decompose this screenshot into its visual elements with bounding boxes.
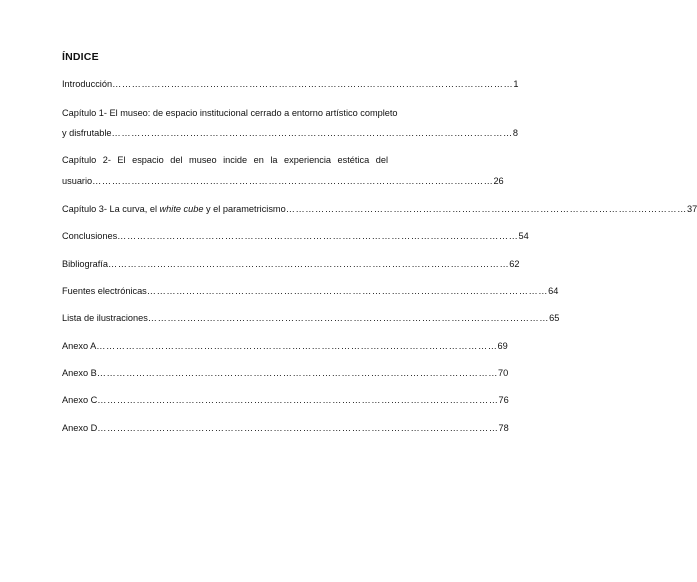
toc-leader-dots: …………………………………………………………………………………………………………… bbox=[111, 128, 513, 138]
toc-page-number: 69 bbox=[497, 341, 508, 351]
toc-leader-dots: …………………………………………………………………………………………………………… bbox=[97, 395, 499, 405]
toc-entry-anexo-d bbox=[62, 422, 509, 434]
toc-entry-anexo-a bbox=[62, 340, 508, 352]
toc-leader-dots: …………………………………………………………………………………………………………… bbox=[147, 313, 550, 323]
toc-entry-anexo-b bbox=[62, 367, 509, 379]
toc-entry-title: Introducción bbox=[62, 79, 113, 89]
toc-entry-title: Bibliografía bbox=[62, 259, 108, 269]
toc-leader-dots: …………………………………………………………………………………………………………… bbox=[96, 368, 499, 378]
toc-entry-title: Anexo D bbox=[62, 423, 98, 433]
toc-leader-dots: …………………………………………………………………………………………………………… bbox=[146, 286, 549, 296]
toc-entry-title-italic: white cube bbox=[159, 204, 204, 214]
toc-entry-title-part: Capítulo 3- La curva, el bbox=[62, 204, 160, 214]
toc-entry-fuentes bbox=[62, 285, 559, 297]
toc-entry-cap1 bbox=[62, 127, 518, 139]
toc-entry-title: Fuentes electrónicas bbox=[62, 286, 147, 296]
toc-leader-dots: …………………………………………………………………………………………………………… bbox=[112, 79, 514, 89]
toc-entry-title: y disfrutable bbox=[62, 128, 112, 138]
toc-page-number: 65 bbox=[549, 313, 560, 323]
toc-leader-dots: …………………………………………………………………………………………………………… bbox=[96, 341, 498, 351]
toc-page-number: 8 bbox=[512, 128, 518, 138]
toc-leader-dots: …………………………………………………………………………………………………………… bbox=[117, 231, 519, 241]
toc-page-number: 26 bbox=[493, 176, 504, 186]
toc-page-number: 37 bbox=[686, 204, 697, 214]
toc-entry-title: Conclusiones bbox=[62, 231, 118, 241]
toc-entry-cap1-line1: Capítulo 1- El museo: de espacio institucional cerrado a entorno artístico completo bbox=[62, 108, 398, 118]
toc-page-number: 64 bbox=[548, 286, 559, 296]
toc-leader-dots: …………………………………………………………………………………………………………… bbox=[285, 204, 687, 214]
toc-entry-title: Lista de ilustraciones bbox=[62, 313, 148, 323]
toc-page-number: 54 bbox=[518, 231, 529, 241]
toc-entry-ilustraciones bbox=[62, 312, 560, 324]
toc-entry-title: usuario bbox=[62, 176, 93, 186]
toc-entry-title-part: y el parametricismo bbox=[203, 204, 286, 214]
toc-leader-dots: …………………………………………………………………………………………………………… bbox=[97, 423, 499, 433]
toc-page-number: 78 bbox=[498, 423, 509, 433]
toc-entry-cap2-line1: Capítulo 2- El espacio del museo incide en la experiencia estética del bbox=[62, 155, 388, 165]
toc-entry-title: Anexo B bbox=[62, 368, 97, 378]
toc-entry-cap3 bbox=[62, 203, 697, 215]
toc-entry-title: Anexo A bbox=[62, 341, 97, 351]
toc-entry-title: Anexo C bbox=[62, 395, 98, 405]
toc-entry-cap2 bbox=[62, 175, 504, 187]
toc-leader-dots: …………………………………………………………………………………………………………… bbox=[107, 259, 510, 269]
toc-page-number: 1 bbox=[513, 79, 519, 89]
toc-leader-dots: …………………………………………………………………………………………………………… bbox=[92, 176, 494, 186]
toc-page-number: 62 bbox=[509, 259, 520, 269]
toc-entry-anexo-c bbox=[62, 394, 509, 406]
toc-entry-conclusiones bbox=[62, 230, 529, 242]
index-heading: ÍNDICE bbox=[62, 51, 99, 63]
toc-entry-introduccion bbox=[62, 78, 519, 90]
toc-page-number: 70 bbox=[498, 368, 509, 378]
toc-entry-title bbox=[62, 203, 286, 215]
toc-page-number: 76 bbox=[498, 395, 509, 405]
toc-entry-bibliografia bbox=[62, 258, 520, 270]
